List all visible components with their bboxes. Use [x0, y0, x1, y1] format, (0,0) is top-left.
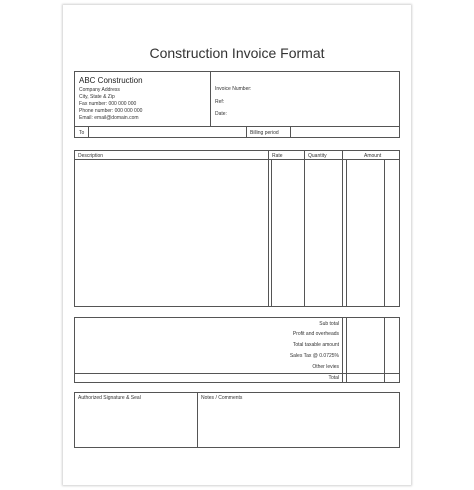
- items-col-divider-1b: [271, 159, 272, 306]
- page-title: Construction Invoice Format: [149, 45, 325, 61]
- invoice-meta-box: [210, 71, 400, 127]
- company-city: City, State & Zip: [79, 94, 115, 100]
- notes-label: Notes / Comments: [201, 395, 243, 401]
- items-col-divider-3b: [346, 159, 347, 306]
- quantity-header: Quantity: [308, 153, 327, 159]
- date-label: Date:: [215, 111, 227, 117]
- company-phone: Phone number: 000 000 000: [79, 108, 143, 114]
- company-fax: Fax number: 000 000 000: [79, 101, 137, 107]
- ref-label: Ref:: [215, 99, 225, 105]
- items-col-divider-1: [268, 151, 269, 306]
- to-label: To: [79, 130, 85, 136]
- company-email: Email: email@domain.com: [79, 115, 139, 121]
- billing-divider-right: [290, 127, 291, 137]
- other-levies-label: Other levies: [312, 364, 339, 370]
- subtotal-label: Sub total: [319, 321, 339, 327]
- items-header-rule: [75, 159, 399, 160]
- notes-box: [197, 392, 400, 448]
- rate-header: Rate: [272, 153, 283, 159]
- company-address: Company Address: [79, 87, 120, 93]
- invoice-number-label: Invoice Number:: [215, 86, 252, 92]
- sales-tax-label: Sales Tax @ 0.0725%: [289, 353, 339, 359]
- total-label: Total: [328, 375, 339, 381]
- signature-box: [74, 392, 198, 448]
- total-rule: [75, 373, 399, 374]
- signature-label: Authorized Signature & Seal: [78, 395, 141, 401]
- items-table: [74, 150, 400, 307]
- items-col-divider-2: [304, 151, 305, 306]
- company-info-box: [74, 71, 211, 127]
- amount-header: Amount: [364, 153, 382, 159]
- billing-divider-left: [246, 127, 247, 137]
- totals-box: [74, 317, 400, 383]
- profit-overheads-label: Profit and overheads: [292, 331, 339, 337]
- billing-period-label: Billing period: [250, 130, 279, 136]
- description-header: Description: [78, 153, 104, 159]
- to-row: [74, 126, 400, 138]
- invoice-page: [63, 5, 411, 485]
- items-col-divider-4: [384, 159, 385, 306]
- taxable-amount-label: Total taxable amount: [292, 342, 339, 348]
- to-divider: [88, 127, 89, 137]
- company-name: ABC Construction: [79, 76, 143, 85]
- items-col-divider-3: [342, 151, 343, 306]
